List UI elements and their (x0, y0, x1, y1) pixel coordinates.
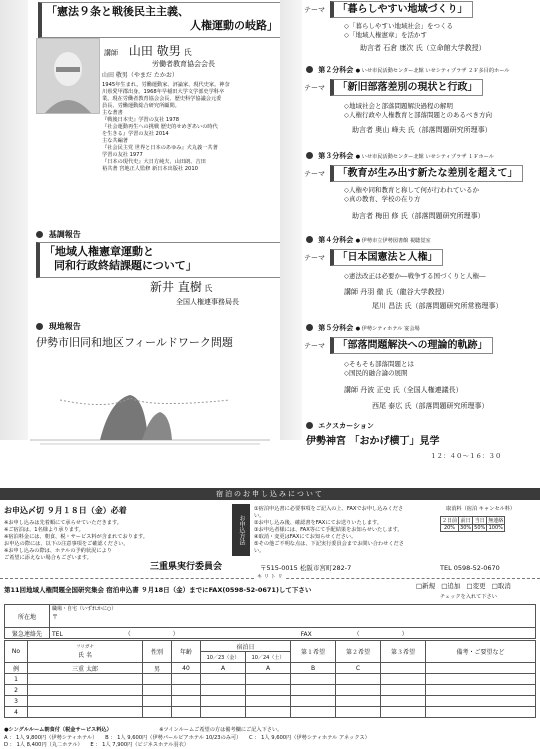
s2-subs (344, 102, 492, 120)
excursion-label: エクスカーション (318, 422, 374, 430)
guest-table (4, 640, 536, 718)
lodging-note: ※宿泊料金には、朝食、税・サービス料が含まれております。 (4, 534, 148, 541)
profile-name: 山田 敬男（やまだ たかお） (102, 72, 178, 79)
check-note: チェックを入れて下さい (440, 594, 497, 600)
method-line: ④取消・変更はFAXにてお知らせください。 (254, 534, 357, 541)
s3-title: 第３分科会 (318, 152, 354, 160)
price-item: B ： 1人 9,600円（伊勢パールピアホテル 10/23のみ可） (105, 735, 242, 741)
col-furigana: フリガナ (76, 645, 94, 650)
method-line: ①宿泊申込書に必要事項をご記入の上、FAXでお申し込みください。 (254, 506, 404, 520)
cancel-value-row (441, 525, 505, 532)
basic-suffix: 氏 (204, 284, 213, 293)
basic-title-line2: 同和行政終結課題について」 (54, 259, 197, 272)
example-cell: A (201, 663, 246, 674)
lodging-note: ※ご宿泊は、1名様より承ります。 (4, 527, 84, 534)
lodging-note: お申込の際には、以下の注意事項をご確認ください。 (4, 541, 129, 548)
form-checks (416, 582, 511, 591)
example-row (5, 663, 536, 674)
portrait-image (37, 39, 99, 113)
s2-theme: 「新旧部落差別の現状と行政」 (330, 79, 483, 96)
profile-line: 員長、労働運動総合研究所顧問。 (102, 103, 180, 110)
s3-sub: ◇人権や同和教育と称して何が行われているか (344, 186, 479, 194)
lecture-title-box (38, 2, 283, 38)
s5-speaker2: 西尾 泰広 氏（部落問題研究所理事） (372, 402, 489, 410)
row-number: 2 (5, 685, 28, 696)
lecture-title-line1: 「憲法９条と戦後民主主義、 (46, 5, 189, 18)
lodging-deadline: お申込〆切 ９月１８日（金）必着 (4, 506, 127, 515)
col-stay: 宿泊日 (201, 641, 291, 652)
check-cancel[interactable]: □取消 (491, 582, 511, 590)
bullet-icon (306, 422, 313, 429)
bullet-icon (306, 236, 313, 243)
cancel-title: 取消料（宿泊 キャンセル料） (446, 506, 516, 512)
check-add[interactable]: □追加 (441, 582, 461, 590)
emergency-row (5, 628, 536, 639)
profile-line: 1945年生まれ。労働運動家、評論家、現代史家。神奈 (102, 82, 230, 88)
col-notes: 備考・ご要望など (426, 641, 536, 663)
cancel-fee-table (440, 516, 505, 532)
s1-subs (344, 22, 453, 40)
basic-speaker: 新井 直樹 (150, 280, 202, 294)
s3-sub: ◇真の教育、学校の在り方 (344, 194, 421, 203)
table-row[interactable] (5, 696, 536, 707)
price-item: ※ツインルームご希望の方は備考欄にご記入下さい。 (159, 727, 283, 733)
s5-header (306, 324, 420, 333)
s3-theme: 「教育が生み出す新たな差別を超えて」 (330, 165, 523, 182)
s4-theme-line (304, 252, 443, 265)
fax-label: FAX (300, 630, 312, 638)
address-table (4, 604, 536, 639)
s5-theme-label: テーマ (304, 342, 325, 350)
committee-tel: TEL 0598-52-0670 (440, 564, 500, 572)
method-line: ②お申し込み後、確認書をFAXにてお送りいたします。 (254, 520, 382, 527)
s3-advisor: 助言者 梅田 修 氏（部落問題研究所理事） (352, 212, 485, 220)
bullet-icon (306, 66, 313, 73)
col-pref2: 第２希望 (336, 641, 381, 663)
method-line: ⑤その他ご不明な点は、下記実行委員会までお問い合わせください。 (254, 541, 404, 555)
tel-label: TEL (52, 630, 63, 638)
lodging-banner (0, 488, 540, 500)
s5-speaker1: 講師 丹波 正史 氏（全国人権連議長） (344, 386, 463, 394)
s4-subs (344, 272, 486, 281)
profile-line: 『日本の現代史』大日方純夫、山田朗、吉田 (102, 159, 206, 166)
lecturer-line (104, 44, 192, 59)
profile-line: 川県愛甲郡出身。1968年早稲田大学文学部史学科卒 (102, 89, 225, 96)
profile-line: を生きる』学習の友社 2014 (102, 131, 169, 138)
s4-speaker2: 尾川 昌法 氏（部落問題研究所常務理事） (372, 302, 503, 310)
s2-venue: ● いせ市民活動センター北館 いせシティプラザ ２Ｆ多目的ホール (355, 68, 510, 74)
cut-line-label: キ リ ト リ (254, 574, 286, 581)
s3-venue: ● いせ市民活動センター北館 いせシティプラザ １Ｆホール (355, 154, 494, 160)
col-pref3: 第３希望 (381, 641, 426, 663)
committee-address: 〒515-0015 松阪市宮町282-7 (260, 564, 352, 572)
excursion-title: 伊勢神宮 「おかげ横丁」見学 (306, 436, 440, 447)
example-cell: 男 (143, 663, 172, 674)
s5-title: 第５分科会 (318, 324, 354, 332)
excursion-time: １２：４０〜１６：３０ (430, 452, 502, 460)
emergency-label: 緊急連絡先 (5, 628, 50, 639)
address-row (5, 605, 536, 628)
table-row[interactable] (5, 685, 536, 696)
committee-name: 三重県実行委員会 (150, 562, 223, 572)
bullet-icon (306, 152, 313, 159)
s1-sub: ◇「暮らしやすい地域社会」をつくる (344, 22, 453, 30)
row-number: 3 (5, 696, 28, 707)
example-cell (426, 663, 536, 674)
s3-theme-label: テーマ (304, 170, 325, 178)
cancel-header-row (441, 517, 505, 525)
profile-line: 裕共著 宮地正人監修 新日本出版社 2010 (102, 166, 198, 173)
col-name-label: 氏 名 (78, 652, 92, 659)
col-no: No (5, 641, 28, 663)
excursion-header (306, 422, 374, 431)
s4-header (306, 236, 431, 245)
cancel-header: 無連絡 (488, 518, 504, 524)
s3-header (306, 152, 494, 161)
lodging-note: ※お申し込みの際は、ホテルの予約状況により (4, 548, 112, 555)
example-cell: A (246, 663, 291, 674)
s2-theme-label: テーマ (304, 84, 325, 92)
address-label: 所在地 (5, 605, 50, 628)
s2-sub: ◇地域社会と部落問題解決過程の解明 (344, 102, 453, 110)
example-cell: 40 (172, 663, 201, 674)
profile-line: 業。現在労働者教育協会会長、歴史科学協議会元委 (102, 96, 222, 103)
row-number: 1 (5, 674, 28, 685)
basic-org: 全国人権連事務局長 (176, 298, 239, 306)
price-item: D ： 1人 8,400円（丸二ホテル） (4, 742, 83, 749)
example-cell (381, 663, 426, 674)
cancel-header: 前日 (459, 517, 473, 525)
lecture-title-line2: 人権運動の岐路」 (190, 19, 278, 32)
address-field[interactable] (50, 605, 536, 628)
method-label-box (232, 504, 250, 556)
basic-report-title-box (36, 242, 281, 278)
s2-sub: ◇人権行政や人権教育と部落問題とのあるべき方向 (344, 110, 492, 119)
rocks-image (30, 370, 270, 450)
center-vertical-banner (280, 0, 302, 440)
price-item: A ： 1人 9,800円（伊勢シティホテル） (4, 735, 98, 741)
address-zip: 〒 (52, 614, 59, 621)
lecturer-suffix: 氏 (183, 48, 192, 57)
method-label: お申込方法 (238, 515, 245, 545)
example-cell: 三重 太郎 (28, 663, 143, 674)
price-item: E ： 1人 7,900円（ビジネスホテル羽衣） (90, 742, 189, 749)
s1-theme-label: テーマ (304, 6, 325, 14)
bullet-icon (36, 323, 43, 330)
cancel-value: 30% (460, 525, 472, 531)
field-report-label: 現地報告 (48, 322, 81, 331)
col-name (28, 641, 143, 663)
s4-sub: ◇憲法改正は必要か―戦争する国づくりと人権― (344, 272, 486, 280)
s4-title: 第４分科会 (318, 236, 354, 244)
profile-text (102, 82, 272, 173)
lodging-note: ※お申し込みは先着順にて承らせていただきます。 (4, 520, 122, 526)
s5-theme-line (304, 340, 493, 353)
basic-report-heading (36, 230, 81, 240)
s2-header (306, 66, 509, 75)
s4-theme: 「日本国憲法と人権」 (330, 249, 443, 266)
check-change[interactable]: □変更 (466, 582, 486, 590)
basic-title-line1: 「地域人権憲章運動と (44, 245, 154, 258)
profile-line: 主な共編著 (102, 138, 128, 145)
s5-subs (344, 360, 414, 378)
basic-report-label: 基調報告 (48, 230, 81, 239)
example-cell: B (291, 663, 336, 674)
lecturer-portrait (36, 38, 100, 114)
s1-sub: ◇「地域人権憲章」を活かす (344, 30, 427, 39)
cancel-header: 当日 (473, 517, 487, 525)
check-new[interactable]: □新規 (416, 582, 436, 590)
row-number: 4 (5, 707, 28, 718)
price-item: C ： 1人 9,600円（伊勢シティホテル アネックス） (249, 735, 370, 741)
method-line: ③お申込者様には、FAX等にて手配結果をお知らせいたします。 (254, 527, 403, 534)
profile-line: 主な著書 (102, 110, 123, 117)
col-pref1: 第１希望 (291, 641, 336, 663)
lecturer-org: 労働者教育協会会長 (152, 60, 215, 68)
meoto-iwa-illustration (30, 370, 270, 450)
s3-theme-line (304, 168, 523, 181)
profile-line: 学習の友社 1977 (102, 152, 143, 159)
table-row[interactable] (5, 674, 536, 685)
price-list (4, 716, 536, 749)
profile-line: 『社会民主党 世界と日本のあゆみ』犬丸義一共著 (102, 145, 218, 152)
method-lines (254, 506, 404, 555)
cancel-value: 100% (488, 525, 503, 531)
profile-line: 『社会運動再生への挑戦 歴史的せめぎあいの時代 (102, 124, 218, 131)
lodging-note: ご希望に添えない場合もございます。 (4, 555, 92, 562)
guest-header-row (5, 641, 536, 652)
field-report-title: 伊勢市旧同和地区フィールドワーク問題 (36, 336, 233, 349)
lecturer-role: 講師 (104, 49, 118, 57)
address-sub: 職場・自宅（いずれかに○） (52, 606, 117, 612)
cancel-value: 20% (441, 525, 459, 532)
s4-speaker1: 講師 丹羽 徹 氏（龍谷大学教授） (344, 288, 449, 296)
s5-venue: ● 伊勢シティホテル 宴会場 (355, 326, 420, 332)
emergency-field[interactable]: TEL （ ） FAX （ ） (50, 628, 536, 639)
left-vertical-banner (0, 0, 28, 440)
s1-theme: 「暮らしやすい地域づくり」 (330, 1, 473, 18)
s5-theme: 「部落問題解決への理論的軌跡」 (330, 337, 493, 354)
col-date1: 10／23（金） (201, 652, 246, 663)
s1-advisor: 助言者 石倉 康次 氏（立命館大学教授） (360, 44, 486, 52)
lodging-notes (4, 520, 230, 562)
s4-venue: ● 伊勢市立伊勢図書館 視聴覚室 (355, 238, 431, 244)
s5-sub: ◇そもそも部落問題とは (344, 360, 414, 368)
s4-theme-label: テーマ (304, 254, 325, 262)
s3-subs (344, 186, 479, 204)
s2-title: 第２分科会 (318, 66, 354, 74)
basic-speaker-line (150, 280, 212, 295)
s5-sub: ◇国民的融合論の展開 (344, 368, 408, 377)
bullet-icon (306, 324, 313, 331)
col-age: 年齢 (172, 641, 201, 663)
bullet-icon (36, 231, 43, 238)
profile-line: 『戦後日本史』学習の友社 1978 (102, 117, 180, 124)
col-sex: 性別 (143, 641, 172, 663)
s2-advisor: 助言者 奥山 峰夫 氏（部落問題研究所理事） (352, 126, 492, 134)
example-cell: 例 (5, 663, 28, 674)
s2-theme-line (304, 82, 483, 95)
example-cell: C (336, 663, 381, 674)
lodging-banner-text: 宿泊のお申し込みについて (216, 490, 324, 498)
form-title: 第11回地域人権問題全国研究集会 宿泊申込書 ９月18日（金）までにFAX(0598-52-0671)して下さい (4, 586, 312, 594)
cancel-header: ２日前 (442, 518, 458, 524)
lecturer-name: 山田 敬男 (128, 44, 181, 58)
cancel-value: 50% (474, 525, 486, 531)
s1-theme-line (304, 4, 473, 17)
col-date2: 10／24（土） (246, 652, 291, 663)
price-title: ●シングルルーム朝食付（税金サービス料込） (4, 727, 112, 733)
field-report-heading (36, 322, 81, 332)
